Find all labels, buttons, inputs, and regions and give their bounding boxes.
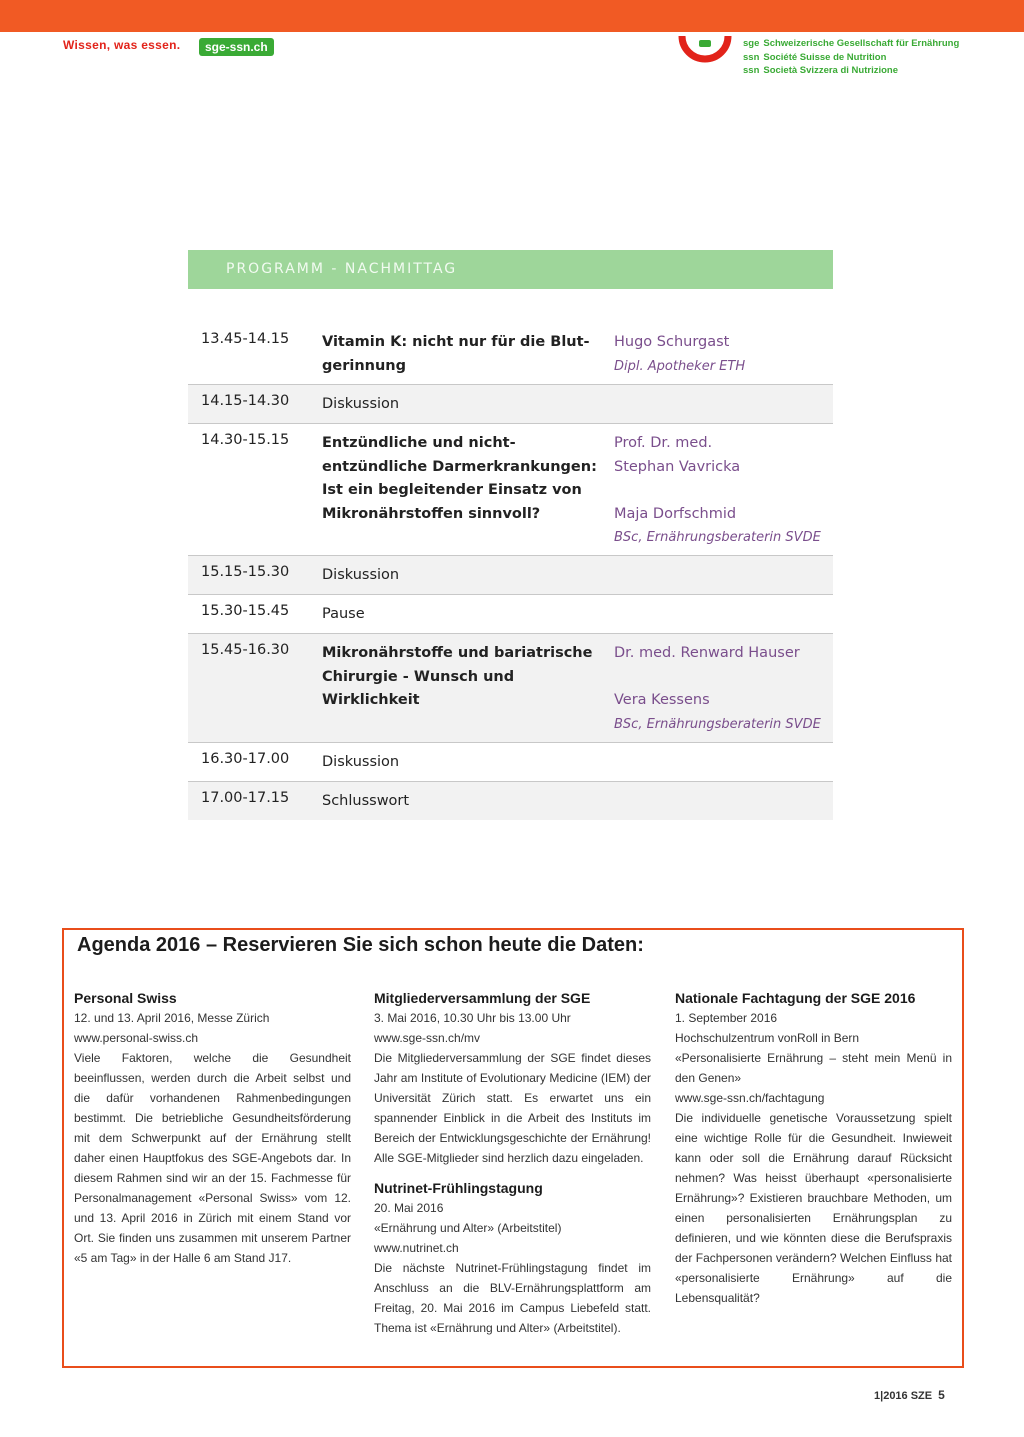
speaker-title: BSc, Ernährungsberaterin SVDE [614, 530, 821, 545]
org-line: sge Schweizerische Gesellschaft für Ernährung [743, 38, 960, 49]
event-heading: Nutrinet-Frühlingstagung [374, 1180, 543, 1196]
table-row [188, 556, 833, 595]
event-link[interactable]: www.sge-ssn.ch/mv [374, 1031, 481, 1045]
row-time: 15.15-15.30 [201, 564, 290, 580]
row-topic: Pause [322, 606, 365, 622]
event-link[interactable]: www.nutrinet.ch [374, 1241, 459, 1255]
org-line: ssn Société Suisse de Nutrition [743, 51, 887, 63]
row-topic: Diskussion [322, 567, 400, 583]
row-time: 15.30-15.45 [201, 603, 290, 619]
row-time: 14.15-14.30 [201, 393, 290, 409]
event-date: 1. September 2016 [675, 1011, 778, 1025]
speaker-name: Vera Kessens [614, 692, 710, 708]
row-topic: Schlusswort [322, 793, 410, 809]
speaker-name: Maja Dorfschmid [614, 505, 737, 522]
row-topic: Vitamin K: nicht nur für die Blut-gerinnung [322, 334, 590, 374]
event-heading: Nationale Fachtagung der SGE 2016 [675, 990, 916, 1006]
agenda-column-personal-swiss [74, 988, 351, 1268]
event-description: Die Mitgliederversammlung der SGE findet dieses Jahr am Institute of Evolutionary Medicine (IEM) der Universität Zürich statt. Es erwartet uns ein spannender Einblick in die Arbeit des Instituts im Bereich der Entwicklungsgeschichte der Ernährung! Alle SGE-Mitglieder sind herzlich dazu eingeladen. [374, 1051, 651, 1165]
org-line: ssn Società Svizzera di Nutrizione [743, 65, 898, 76]
agenda-column-mitgliederversammlung [374, 988, 651, 1338]
event-link[interactable]: www.personal-swiss.ch [74, 1031, 199, 1045]
issue-label: 1|2016 SZE [874, 1390, 933, 1402]
sge-logo-icon [678, 30, 732, 64]
event-link[interactable]: www.sge-ssn.ch/fachtagung [675, 1091, 825, 1105]
event-subtitle: «Ernährung und Alter» (Arbeitstitel) [374, 1221, 562, 1235]
row-topic: Diskussion [322, 754, 400, 770]
row-topic: Diskussion [322, 396, 400, 412]
row-time: 15.45-16.30 [201, 642, 290, 658]
table-row [188, 743, 833, 782]
row-speakers [614, 331, 829, 378]
agenda-title: Agenda 2016 – Reservieren Sie sich schon heute die Daten: [77, 934, 644, 956]
program-heading: PROGRAMM - NACHMITTAG [188, 250, 833, 289]
tagline: Wissen, was essen. [63, 38, 181, 52]
table-row [188, 782, 833, 820]
event-heading: Personal Swiss [74, 990, 177, 1006]
table-row [188, 634, 833, 743]
event-venue: Hochschulzentrum vonRoll in Bern [675, 1031, 860, 1045]
row-speakers [614, 642, 829, 736]
website-badge[interactable]: sge-ssn.ch [199, 38, 274, 56]
row-time: 14.30-15.15 [201, 432, 290, 448]
agenda-column-fachtagung [675, 988, 952, 1308]
row-time: 16.30-17.00 [201, 751, 290, 767]
event-date: 3. Mai 2016, 10.30 Uhr bis 13.00 Uhr [374, 1011, 571, 1025]
table-row [188, 385, 833, 424]
event-subtitle: «Personalisierte Ernährung – steht mein Menü in den Genen» [675, 1051, 952, 1085]
event-description: Viele Faktoren, welche die Gesundheit beeinflussen, werden durch die Arbeit selbst und die dafür vorhandenen Rahmenbedingungen bestimmt. Die betriebliche Gesundheitsförderung mit dem Schwerpunkt auf der Ernährung stellt daher einen Hauptfokus des SGE-Angebots dar. In diesem Rahmen sind wir an der 15. Fachmesse für Personalmanagement «Personal Swiss» vom 12. und 13. April 2016 in Zürich mit einem Stand vor Ort. Sie finden uns zusammen mit unserem Partner «5 am Tag» in der Halle 6 am Stand J17. [74, 1051, 351, 1265]
row-topic: Mikronährstoffe und bariatrische Chirurgie - Wunsch und Wirklichkeit [322, 645, 593, 708]
organisation-names [743, 37, 959, 78]
page-number: 5 [938, 1388, 945, 1402]
speaker-name: Prof. Dr. med. Stephan Vavricka [614, 435, 741, 475]
speaker-name: Dr. med. Renward Hauser [614, 645, 800, 661]
event-description: Die nächste Nutrinet-Frühlingstagung findet im Anschluss an die BLV-Ernährungsplattform am Freitag, 20. Mai 2016 im Campus Liebefeld statt. Thema ist «Ernährung und Alter» (Arbeitstitel). [374, 1261, 651, 1335]
event-date: 20. Mai 2016 [374, 1201, 444, 1215]
top-color-bar [0, 0, 1024, 32]
page-footer [874, 1388, 945, 1402]
table-row [188, 424, 833, 556]
event-date: 12. und 13. April 2016, Messe Zürich [74, 1011, 270, 1025]
speaker-name: Hugo Schurgast [614, 334, 730, 350]
row-time: 17.00-17.15 [201, 790, 290, 806]
row-time: 13.45-14.15 [201, 331, 290, 347]
agenda-box [62, 928, 964, 1368]
event-heading: Mitgliederversammlung der SGE [374, 990, 591, 1006]
row-topic: Entzündliche und nicht-entzündliche Darmerkrankungen: Ist ein begleitender Einsatz von Mikronährstoffen sinnvoll? [322, 435, 597, 522]
speaker-title: BSc, Ernährungsberaterin SVDE [614, 716, 821, 732]
table-row [188, 595, 833, 634]
row-speakers [614, 432, 821, 550]
table-row [188, 323, 833, 385]
program-table [188, 250, 833, 820]
event-description: Die individuelle genetische Voraussetzung spielt eine wichtige Rolle für die Gesundheit. Inwieweit kann oder soll die Ernährung darauf Rücksicht nehmen? Was heisst überhaupt «personalisierte Ernährung»? Existieren brauchbare Methoden, um einen personalisierten Ernährungsplan zu definieren, und wie könnten diese die Berufspraxis der Fachpersonen verändern? Welchen Einfluss hat «personalisierte Ernährung» auf die Lebensqualität? [675, 1111, 952, 1305]
speaker-title: Dipl. Apotheker ETH [614, 358, 746, 374]
